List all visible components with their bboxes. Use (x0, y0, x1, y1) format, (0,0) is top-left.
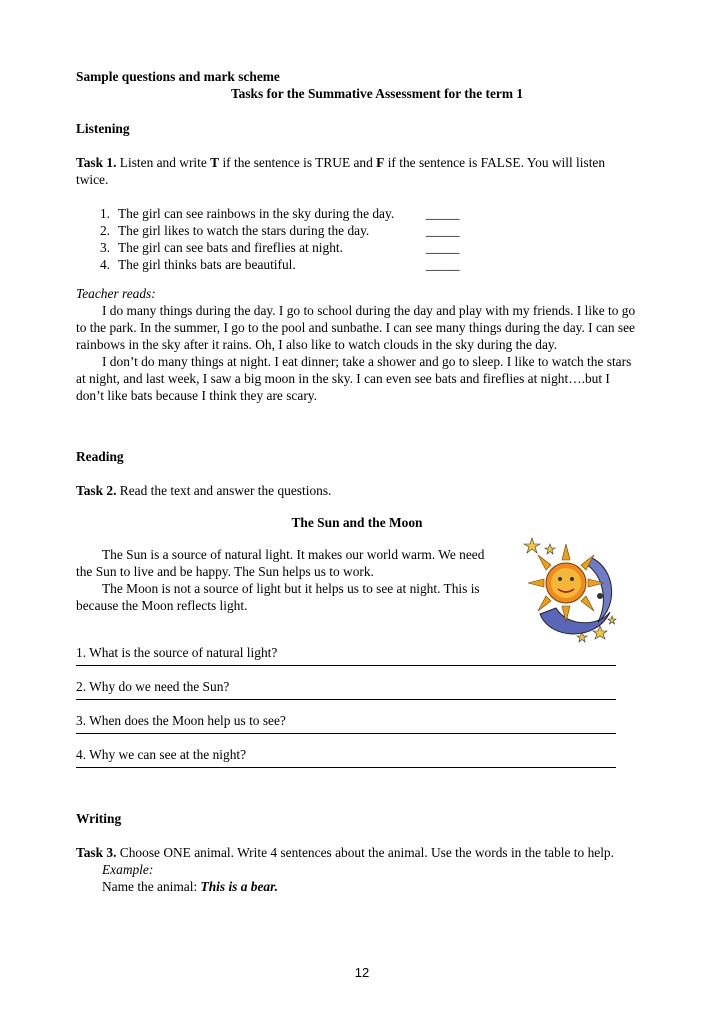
story-paragraph-1: The Sun is a source of natural light. It makes our world warm. We need the Sun to live and be happy. The Sun helps us to work. (76, 547, 485, 579)
sun-moon-illustration-icon (520, 536, 618, 644)
answer-blank[interactable]: _____ (426, 206, 460, 221)
story-text (76, 546, 496, 614)
question-row (76, 646, 638, 680)
listening-title: Listening (76, 121, 130, 136)
example-label: Example: (102, 862, 154, 877)
task-2-text: Read the text and answer the questions. (116, 483, 332, 498)
item-text: The girl can see bats and fireflies at night. (118, 240, 343, 255)
item-number: 4. (99, 257, 110, 272)
list-item (76, 256, 638, 273)
task-3-instructions (76, 844, 638, 861)
story-section (76, 546, 638, 614)
page-number: 12 (354, 965, 370, 980)
list-item (76, 222, 638, 239)
reading-title: Reading (76, 449, 124, 464)
task-1-label: Task 1. (76, 155, 117, 170)
item-number: 1. (99, 206, 110, 221)
question-row (76, 714, 638, 748)
item-text: The girl thinks bats are beautiful. (118, 257, 296, 272)
question-text: 4. Why we can see at the night? (76, 747, 247, 762)
example-text: Name the animal: (102, 879, 201, 894)
list-item (76, 205, 638, 222)
answer-blank[interactable]: _____ (426, 240, 460, 255)
answer-line[interactable] (76, 767, 616, 768)
task-1-text-c: if the sentence is FALSE. You will listen twice. (76, 155, 606, 187)
task-3-text: Choose ONE animal. Write 4 sentences about the animal. Use the words in the table to help. (116, 845, 614, 860)
task-2-instructions (76, 482, 638, 499)
item-number: 2. (99, 223, 110, 238)
answer-blank[interactable]: _____ (426, 257, 460, 272)
teacher-paragraph-2: I don’t do many things at night. I eat dinner; take a shower and go to sleep. I like to watch the stars at night, and last week, I saw a big moon in the sky. I can even see bats and fireflies at night….but I don’t like bats because I think they are scary. (76, 354, 632, 403)
answer-line[interactable] (76, 665, 616, 666)
task-2-label: Task 2. (76, 483, 117, 498)
worksheet-page (76, 68, 638, 895)
question-row (76, 680, 638, 714)
task-3-label: Task 3. (76, 845, 117, 860)
true-false-list (76, 205, 638, 273)
example-answer: This is a bear. (200, 879, 278, 894)
question-text: 3. When does the Moon help us to see? (76, 713, 286, 728)
item-text: The girl likes to watch the stars during the day. (118, 223, 370, 238)
example-line (102, 878, 638, 895)
question-row (76, 748, 638, 782)
false-letter: F (376, 155, 385, 170)
question-text: 2. Why do we need the Sun? (76, 679, 230, 694)
task-1-instructions (76, 154, 638, 188)
question-text: 1. What is the source of natural light? (76, 645, 278, 660)
answer-blank[interactable]: _____ (426, 223, 460, 238)
task-1-text-b: if the sentence is TRUE and (219, 155, 377, 170)
answer-line[interactable] (76, 733, 616, 734)
list-item (76, 239, 638, 256)
story-title: The Sun and the Moon (291, 515, 423, 530)
reading-questions (76, 646, 638, 782)
task-1-text-a: Listen and write (116, 155, 211, 170)
header-line-1: Sample questions and mark scheme (76, 69, 280, 84)
item-text: The girl can see rainbows in the sky during the day. (118, 206, 395, 221)
story-paragraph-2: The Moon is not a source of light but it helps us to see at night. This is because the Moon reflects light. (76, 581, 480, 613)
item-number: 3. (99, 240, 110, 255)
true-letter: T (210, 155, 220, 170)
answer-line[interactable] (76, 699, 616, 700)
teacher-paragraph-1: I do many things during the day. I go to school during the day and play with my friends. I like to go to the park. In the summer, I go to the pool and sunbathe. I can see many things during the day. I can see rainbows in the sky after it rains. Oh, I also like to watch clouds in the sky during the day. (76, 303, 636, 352)
teacher-reads-label: Teacher reads: (76, 286, 156, 301)
header-line-2: Tasks for the Summative Assessment for the term 1 (230, 86, 524, 101)
writing-title: Writing (76, 811, 122, 826)
